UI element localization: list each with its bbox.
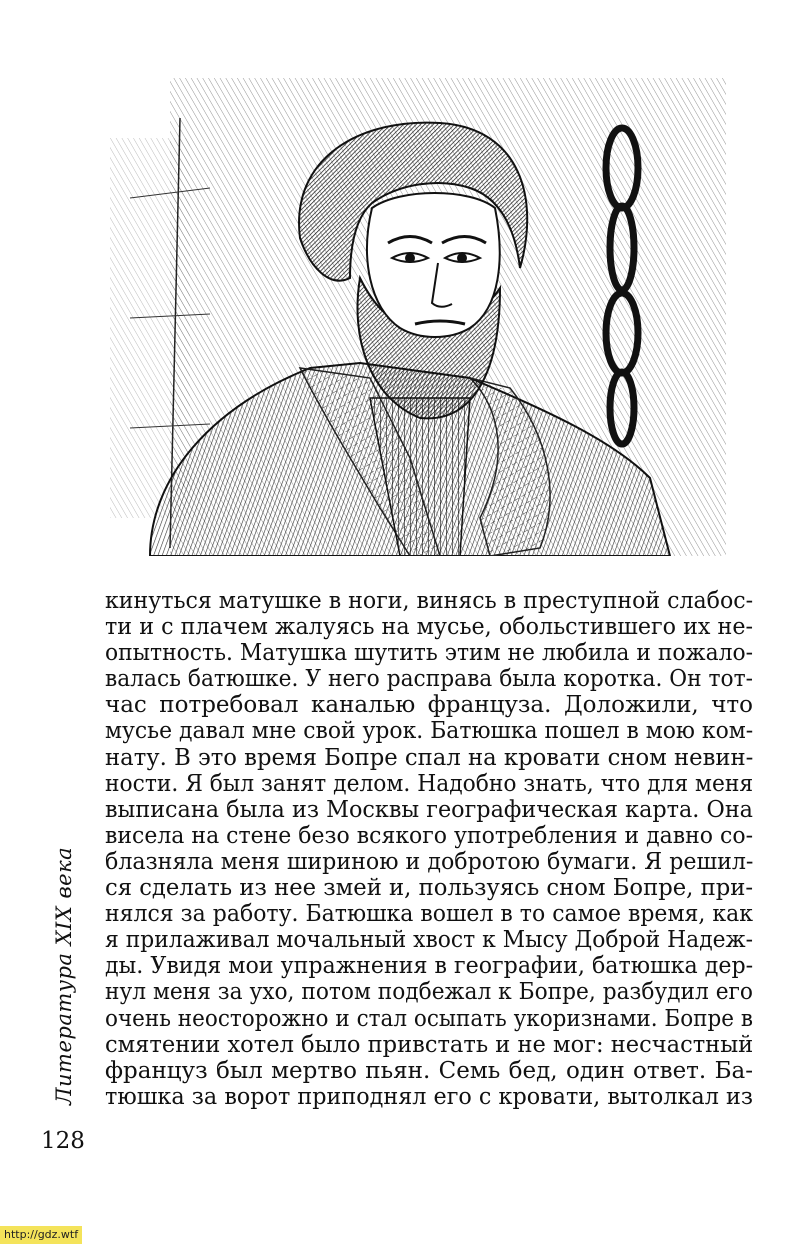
text-line: очень неосторожно и стал осыпать укоризнами. Бопре в — [105, 1005, 753, 1032]
text-line: выписана была из Москвы географическая карта. Она — [105, 796, 753, 823]
text-line: француз был мертво пьян. Семь бед, один ответ. Ба- — [105, 1057, 753, 1084]
text-line: ности. Я был занят делом. Надобно знать, что для меня — [105, 770, 754, 797]
portrait-illustration — [110, 78, 726, 556]
text-line: тюшка за ворот приподнял его с кровати, вытолкал из — [105, 1083, 753, 1110]
body-text — [105, 588, 753, 1110]
watermark-link[interactable]: http://gdz.wtf — [0, 1226, 82, 1244]
text-line: висела на стене безо всякого употребления и давно со- — [105, 822, 753, 849]
running-head: Литература XIX века — [52, 846, 76, 1105]
page-number: 128 — [41, 1128, 85, 1154]
text-line: ды. Увидя мои упражнения в географии, батюшка дер- — [105, 953, 754, 980]
text-line: валась батюшке. У него расправа была коротка. Он тот- — [105, 666, 753, 693]
text-line: смятении хотел было привстать и не мог: несчастный — [105, 1031, 754, 1058]
text-line: час потребовал каналью француза. Доложили, что — [105, 692, 753, 719]
text-line: нату. В это время Бопре спал на кровати сном невин- — [105, 744, 754, 771]
text-line: нул меня за ухо, потом подбежал к Бопре, разбудил его — [105, 979, 753, 1006]
text-line: нялся за работу. Батюшка вошел в то самое время, как — [105, 901, 753, 928]
text-line: блазняла меня шириною и добротою бумаги. Я решил- — [105, 848, 754, 875]
text-line: я прилаживал мочальный хвост к Мысу Доброй Надеж- — [105, 927, 753, 954]
text-line: кинуться матушке в ноги, винясь в преступной слабос- — [105, 588, 754, 614]
text-line: мусье давал мне свой урок. Батюшка пошел в мою ком- — [105, 718, 754, 745]
text-line: ся сделать из нее змей и, пользуясь сном Бопре, при- — [105, 875, 753, 902]
text-line: опытность. Матушка шутить этим не любила и пожало- — [105, 640, 753, 667]
text-line: ти и с плачем жалуясь на мусье, обольстившего их не- — [105, 614, 753, 641]
